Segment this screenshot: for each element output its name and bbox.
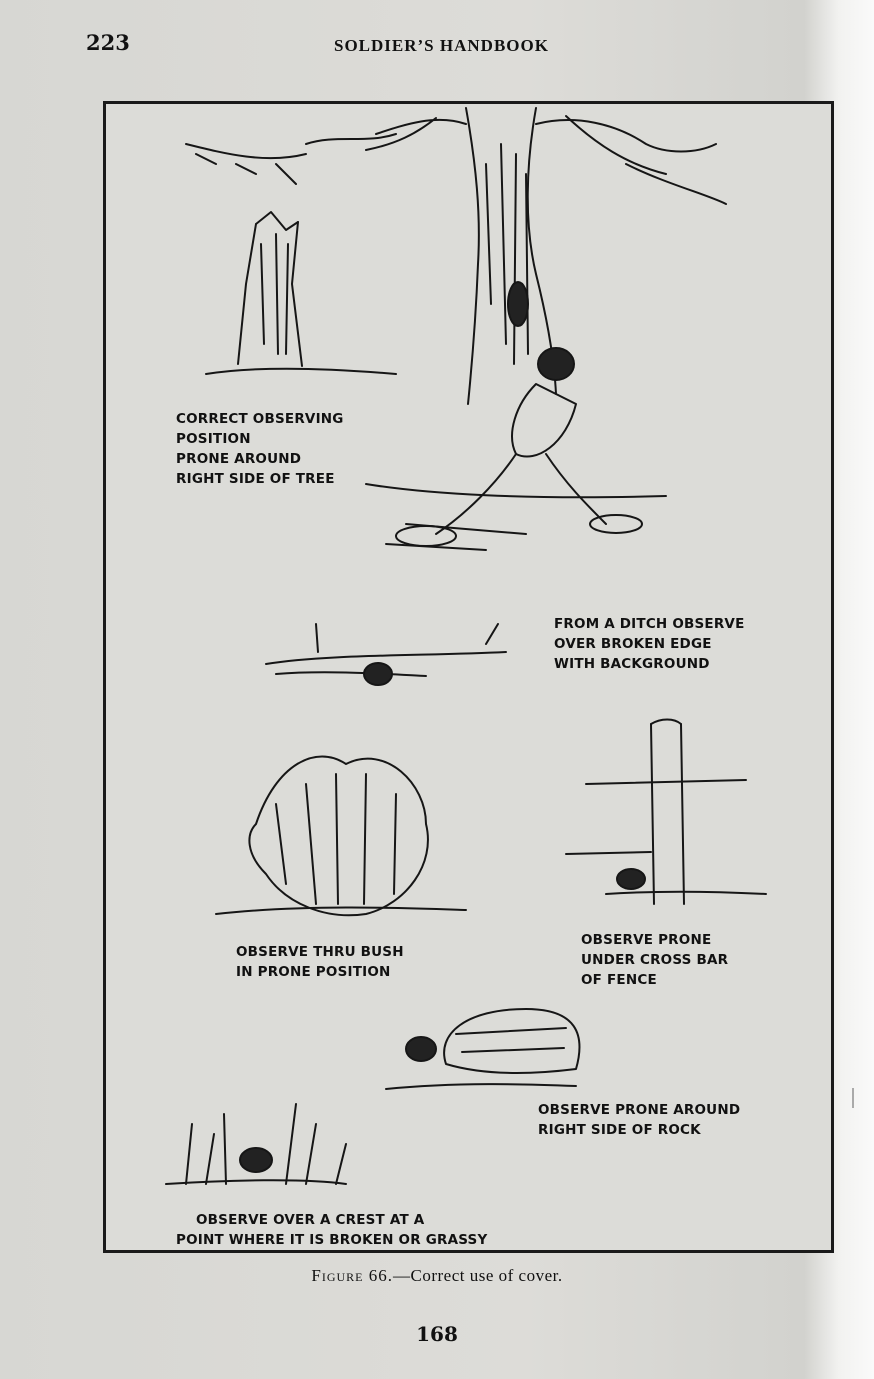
footer-page-number: 168 [416, 1322, 458, 1346]
big-tree-drawing [186, 108, 726, 404]
header-page-number: 223 [86, 30, 130, 55]
figure-illustration [106, 104, 831, 1250]
label-fence: OBSERVE PRONE UNDER CROSS BAR OF FENCE [581, 932, 729, 988]
fence-drawing [566, 720, 766, 905]
margin-mark [852, 1088, 854, 1108]
soldier-ditch-drawing [266, 624, 506, 685]
small-tree-drawing [206, 212, 396, 374]
label-bush: OBSERVE THRU BUSH IN PRONE POSITION [236, 944, 404, 980]
rock-drawing [386, 1009, 579, 1089]
figure-caption [0, 1266, 874, 1286]
label-ditch: FROM A DITCH OBSERVE OVER BROKEN EDGE WITH BACKGROUND [554, 616, 745, 672]
soldier-tree-drawing [366, 348, 666, 550]
page-header [86, 30, 814, 66]
label-rock: OBSERVE PRONE AROUND RIGHT SIDE OF ROCK [538, 1102, 741, 1138]
caption-text: —Correct use of cover. [393, 1266, 563, 1285]
label-tree: CORRECT OBSERVING POSITION PRONE AROUND RIGHT SIDE OF TREE [176, 411, 344, 487]
label-crest: OBSERVE OVER A CREST AT A POINT WHERE IT IS BROKEN OR GRASSY [176, 1212, 488, 1248]
bush-drawing [216, 757, 466, 916]
crest-drawing [166, 1104, 346, 1184]
figure-66 [103, 101, 834, 1253]
running-head: SOLDIER’S HANDBOOK [334, 36, 549, 55]
caption-figure-number: Figure 66. [311, 1266, 393, 1285]
